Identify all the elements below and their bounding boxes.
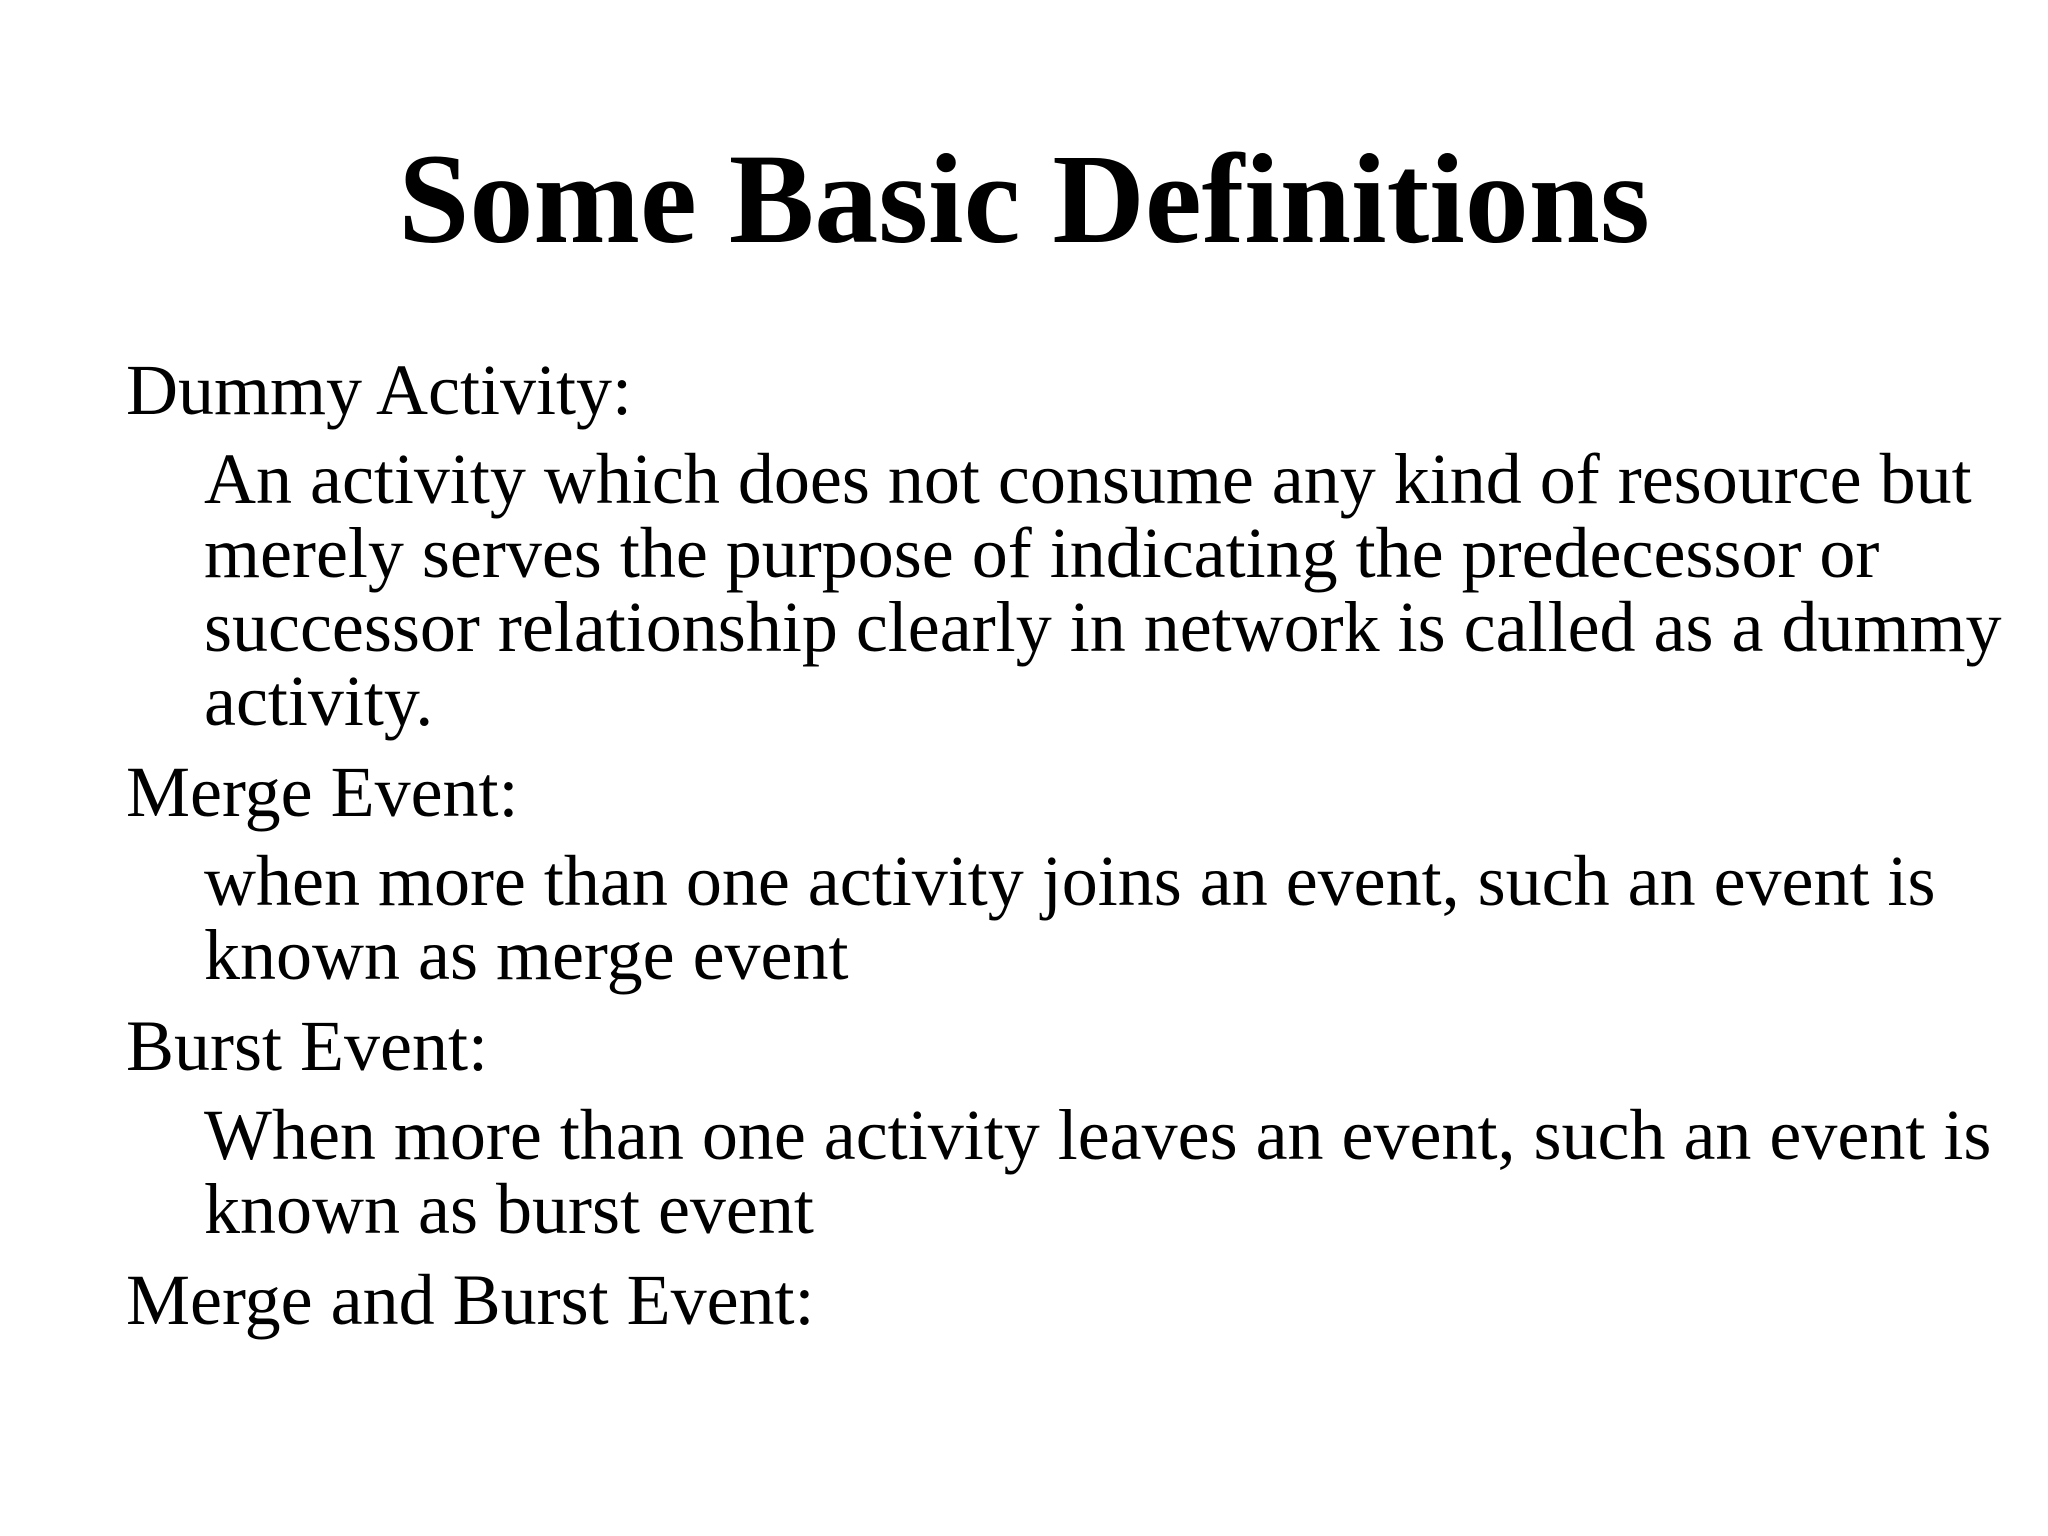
term-label: Burst Event: [126, 1006, 488, 1086]
term-label: Merge Event: [126, 752, 519, 832]
definition-item-dummy-activity [126, 350, 2002, 752]
definition-text: when more than one activity joins an event, such an event is known as merge event [204, 841, 1936, 995]
definition-item-merge-and-burst-event [126, 1260, 1996, 1340]
definitions-list [126, 350, 2002, 1340]
definition-text: When more than one activity leaves an event, such an event is known as burst event [204, 1095, 1992, 1249]
definition-item-merge-event [126, 752, 1996, 1006]
definition-item-burst-event [126, 1006, 1996, 1260]
term-label: Merge and Burst Event: [126, 1260, 815, 1340]
slide-title: Some Basic Definitions [398, 128, 1650, 270]
definition-text: An activity which does not consume any kind of resource but merely serves the purpose of indicating the predecessor or successor relationship clearly in network is called as a dummy activity. [204, 439, 2002, 741]
term-label: Dummy Activity: [126, 350, 633, 430]
